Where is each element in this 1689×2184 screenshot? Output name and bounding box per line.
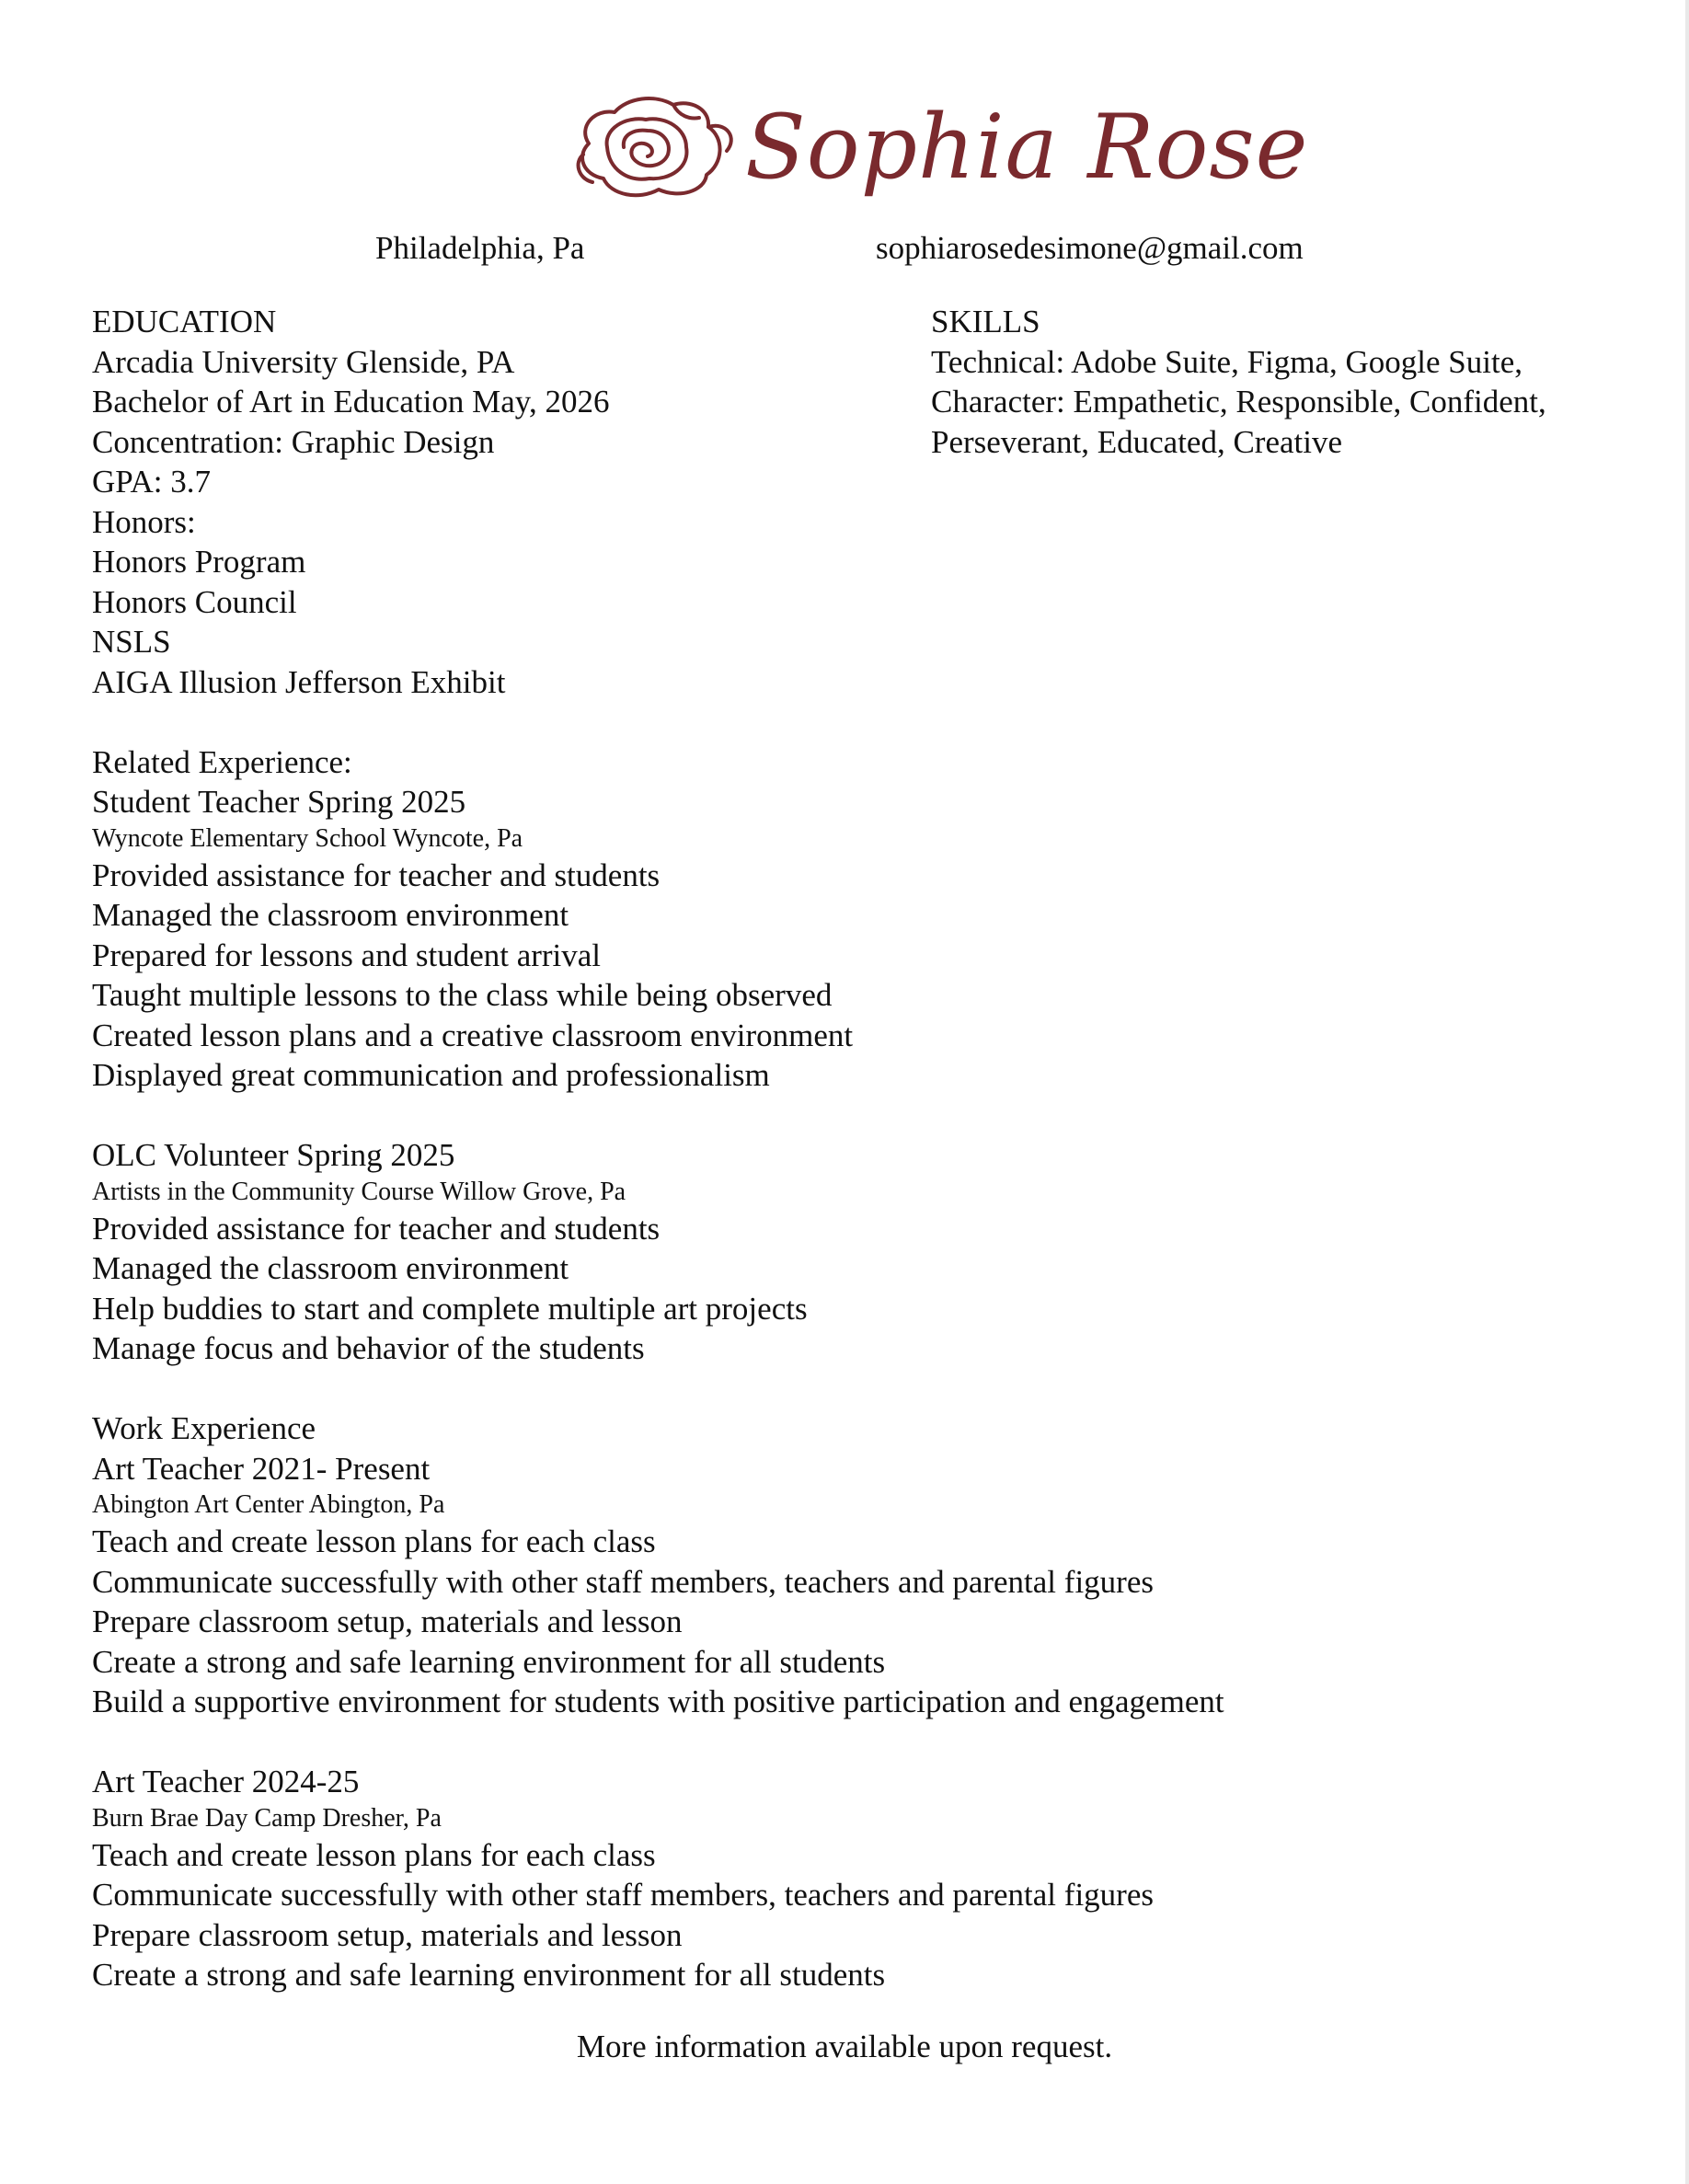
job-bullet: Managed the classroom environment <box>92 1250 569 1286</box>
job-bullet: Created lesson plans and a creative classroom environment <box>92 1017 854 1053</box>
related-heading: Related Experience: <box>92 743 352 780</box>
skills-line: Technical: Adobe Suite, Figma, Google Suite, <box>931 343 1523 380</box>
job-bullet: Build a supportive environment for students with positive participation and engagement <box>92 1684 1224 1719</box>
email: sophiarosedesimone@gmail.com <box>876 230 1304 266</box>
job-bullet: Prepared for lessons and student arrival <box>92 937 602 973</box>
job-bullet: Managed the classroom environment <box>92 897 569 933</box>
job-bullet: Displayed great communication and professionalism <box>92 1057 770 1093</box>
education-gpa: GPA: 3.7 <box>92 464 212 500</box>
honors-item: Honors Council <box>92 583 297 620</box>
honors-label: Honors: <box>92 503 196 540</box>
honors-item: AIGA Illusion Jefferson Exhibit <box>92 663 506 700</box>
skills-section <box>931 302 1546 462</box>
job-bullet: Provided assistance for teacher and students <box>92 856 661 893</box>
job-bullet: Create a strong and safe learning environment for all students <box>92 1643 886 1680</box>
job-bullet: Create a strong and safe learning environment for all students <box>92 1957 886 1993</box>
spacer <box>92 702 1224 742</box>
honors-item: Honors Program <box>92 544 306 580</box>
skills-line: Character: Empathetic, Responsible, Confident, <box>931 384 1546 420</box>
job-org: Abington Art Center Abington, Pa <box>92 1490 445 1519</box>
job-org: Burn Brae Day Camp Dresher, Pa <box>92 1803 442 1833</box>
job-bullet: Manage focus and behavior of the students <box>92 1330 645 1366</box>
job-title: Student Teacher Spring 2025 <box>92 784 466 820</box>
job-bullet: Communicate successfully with other staff members, teachers and parental figures <box>92 1877 1154 1913</box>
education-degree: Bachelor of Art in Education May, 2026 <box>92 384 610 420</box>
page-edge <box>1685 0 1689 2184</box>
spacer <box>92 1096 1224 1136</box>
job-bullet: Communicate successfully with other staff members, teachers and parental figures <box>92 1563 1154 1600</box>
work-experience-section <box>92 1408 1224 1995</box>
related-experience-section <box>92 742 1224 1369</box>
education-concentration: Concentration: Graphic Design <box>92 423 495 460</box>
job-bullet: Prepare classroom setup, materials and lesson <box>92 1604 683 1639</box>
job-bullet: Prepare classroom setup, materials and lesson <box>92 1916 683 1953</box>
job-title: Art Teacher 2021- Present <box>92 1450 431 1487</box>
job-title: OLC Volunteer Spring 2025 <box>92 1137 455 1173</box>
skills-line: Perseverant, Educated, Creative <box>931 423 1343 460</box>
job-title: Art Teacher 2024-25 <box>92 1764 360 1799</box>
job-bullet: Provided assistance for teacher and students <box>92 1210 661 1247</box>
education-heading: EDUCATION <box>92 304 277 339</box>
job-bullet: Taught multiple lessons to the class while being observed <box>92 977 833 1013</box>
footer-note: More information available upon request. <box>576 2029 1113 2064</box>
logo <box>570 90 1309 228</box>
job-bullet: Help buddies to start and complete multiple art projects <box>92 1290 808 1327</box>
skills-heading: SKILLS <box>931 304 1040 339</box>
job-bullet: Teach and create lesson plans for each class <box>92 1523 656 1559</box>
job-org: Wyncote Elementary School Wyncote, Pa <box>92 823 523 853</box>
honors-item: NSLS <box>92 624 171 660</box>
job-org: Artists in the Community Course Willow Grove, Pa <box>92 1177 626 1206</box>
spacer <box>92 1722 1224 1763</box>
job-bullet: Teach and create lesson plans for each class <box>92 1836 656 1873</box>
logo-name: Sophia Rose <box>745 96 1309 199</box>
education-school: Arcadia University Glenside, PA <box>92 343 515 380</box>
location: Philadelphia, Pa <box>375 230 585 266</box>
rose-icon <box>570 90 745 201</box>
left-column <box>92 302 1224 1995</box>
spacer <box>92 1369 1224 1409</box>
work-heading: Work Experience <box>92 1410 316 1446</box>
